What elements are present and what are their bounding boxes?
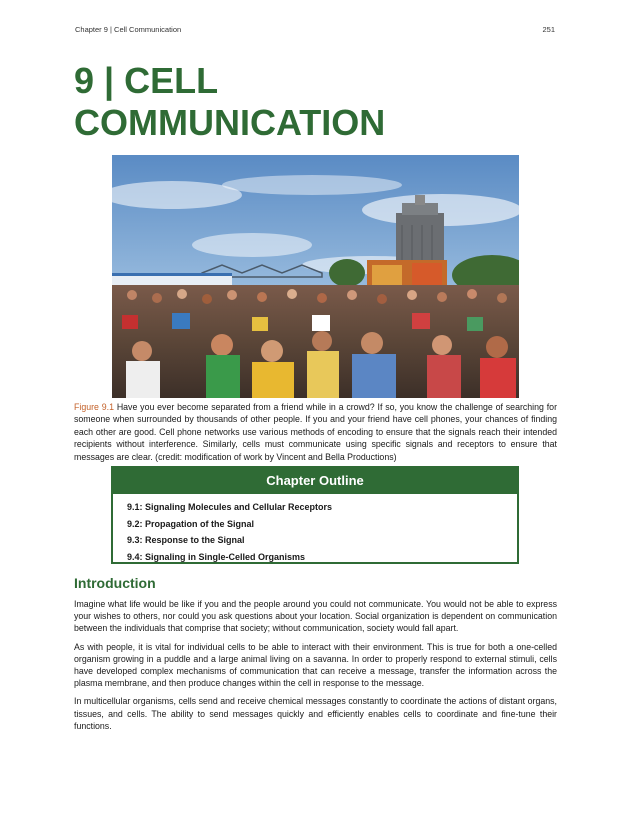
chapter-outline-list: [113, 494, 517, 565]
chapter-title: [74, 60, 554, 144]
introduction-heading: Introduction: [74, 575, 156, 591]
chapter-outline-box: [111, 466, 519, 564]
introduction-paragraph: Imagine what life would be like if you and the people around you could not communicate. You would not be able to express your wishes to others, nor could you ask questions about your location. Social organization is dependent on communication between the individuals that comprise that society; without communication, society would fall apart.: [74, 599, 557, 634]
chapter-title-line-2: COMMUNICATION: [74, 102, 386, 143]
running-head: Chapter 9 | Cell Communication: [75, 25, 182, 34]
figure-caption-text: Have you ever become separated from a friend while in a crowd? If so, you know the challenge of searching for someone when surrounded by thousands of other people. If you and your friend have cell phones, your chances of finding each other are good. Cell phone networks use various methods of encoding to ensure that the signals reach their intended recipients without interference. Similarly, cells must communicate using specific signals and receptors to ensure that messages are clear. (credit: modification of work by Vincent and Bella Productions): [74, 402, 558, 462]
crowd-photo-illustration: [112, 155, 519, 398]
introduction-paragraph: In multicellular organisms, cells send and receive chemical messages constantly to coordinate the actions of distant organs, tissues, and cells. The ability to send messages quickly and efficiently enables cells to coordinate and fine-tune their functions.: [74, 696, 557, 731]
figure-label: Figure 9.1: [74, 402, 114, 412]
chapter-title-line-1: 9 | CELL: [74, 60, 219, 101]
chapter-outline-title: Chapter Outline: [113, 468, 517, 494]
outline-item-9-1[interactable]: 9.1: Signaling Molecules and Cellular Receptors: [127, 502, 333, 512]
outline-item-9-4[interactable]: 9.4: Signaling in Single-Celled Organisms: [127, 551, 306, 562]
outline-item-9-3[interactable]: 9.3: Response to the Signal: [127, 535, 245, 546]
outline-item-9-2[interactable]: 9.2: Propagation of the Signal: [127, 518, 255, 529]
page-header: [75, 25, 555, 37]
figure-caption: [74, 401, 557, 463]
introduction-body: [74, 598, 557, 738]
introduction-paragraph: As with people, it is vital for individual cells to be able to interact with their environment. This is true for both a one-celled organism growing in a puddle and a large animal living on a savanna. In order to properly respond to external stimuli, cells have developed complex mechanisms of communication that can receive a message, transfer the information across the plasma membrane, and then produce changes within the cell in response to the message.: [74, 641, 557, 689]
crowd-photo: [112, 155, 519, 398]
page-number: 251: [542, 25, 555, 34]
